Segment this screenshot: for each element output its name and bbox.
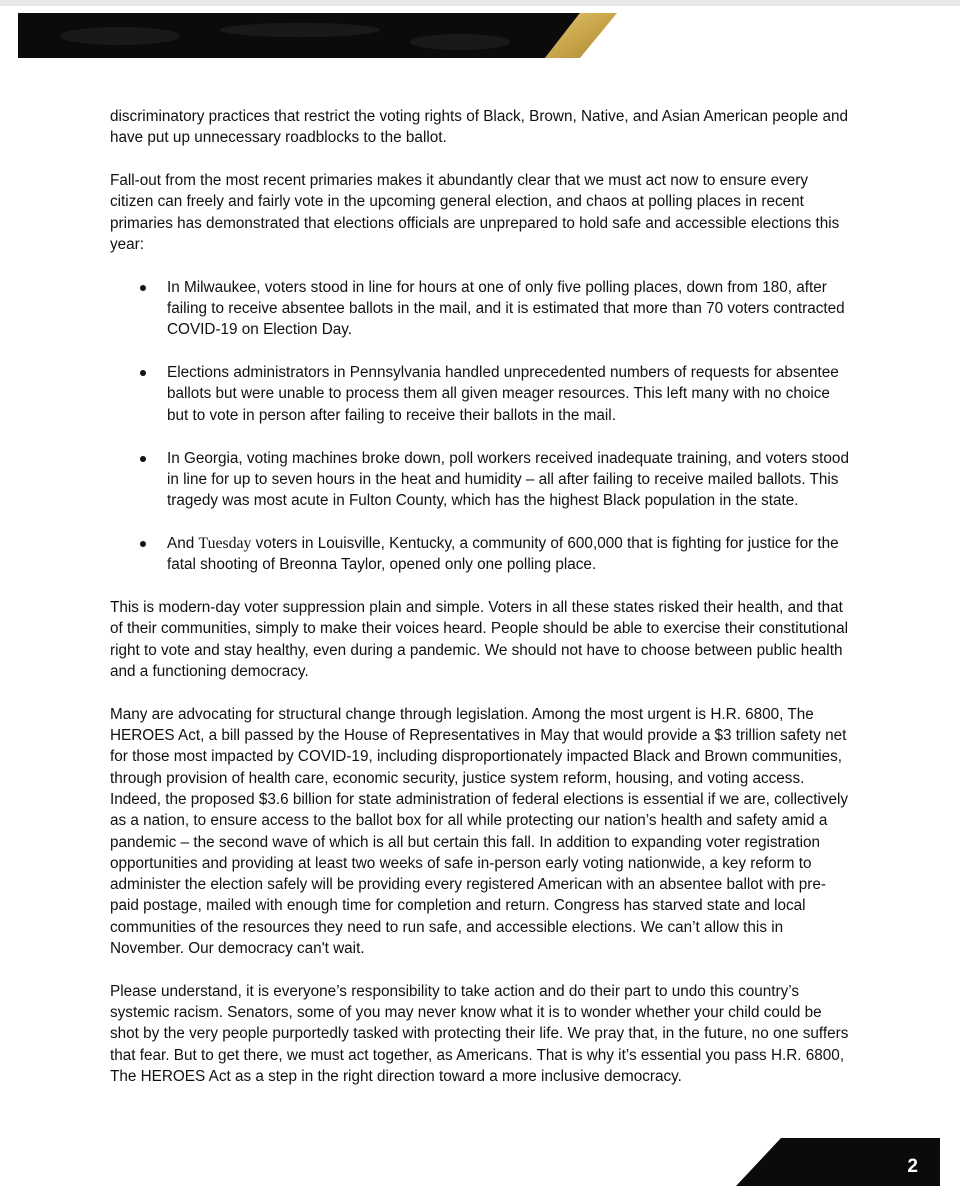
header-decorative-band bbox=[0, 0, 960, 70]
bullet-icon bbox=[140, 285, 146, 291]
list-item-pennsylvania bbox=[110, 362, 852, 426]
list-item-georgia bbox=[110, 448, 852, 512]
list-item-milwaukee bbox=[110, 277, 852, 341]
paragraph-heroes-act: Many are advocating for structural change through legislation. Among the most urgent is H.R. 6800, The HEROES Act, a bill passed by the House of Representatives in May that would provide a $3 trillion safety net for those most impacted by COVID-19, including disproportionately impacted Black and Brown communities, through provision of health care, economic security, justice system reform, housing, and voting access. Indeed, the proposed $3.6 billion for state administration of federal elections is essential if we are, collectively as a nation, to ensure access to the ballot box for all while protecting our nation’s health and safety amid a pandemic – the second wave of which is all but certain this fall. In addition to expanding voter registration opportunities and providing at least two weeks of safe in-person early voting nationwide, a key reform to administer the election safely will be providing every registered American with an absentee ballot with pre-paid postage, mailed with enough time for completion and return. Congress has starved state and local communities of the resources they need to run safe, and accessible elections. We can’t allow this in November. Our democracy can't wait. bbox=[110, 705, 849, 957]
bullet-icon bbox=[140, 541, 146, 547]
paragraph-closing: Please understand, it is everyone’s responsibility to take action and do their part to undo this country’s systemic racism. Senators, some of you may never know what it is to wonder whether your child could be shot by the very people purportedly tasked with protecting their life. We pray that, in the future, no one suffers that fear. But to get there, we must act together, as Americans. That is why it’s essential you pass H.R. 6800, The HEROES Act as a step in the right direction toward a more inclusive democracy. bbox=[110, 982, 849, 1085]
bullet-icon bbox=[140, 370, 146, 376]
list-item-text-start: And bbox=[167, 534, 199, 552]
page-number: 2 bbox=[907, 1156, 918, 1177]
list-item-louisville bbox=[110, 533, 852, 576]
list-item-text: In Georgia, voting machines broke down, poll workers received inadequate training, and voters stood in line for up to seven hours in the heat and humidity – all after failing to receive mailed ballots. This tragedy was most acute in Fulton County, which has the highest Black population in the state. bbox=[167, 449, 849, 510]
examples-list bbox=[110, 277, 852, 576]
bullet-icon bbox=[140, 456, 146, 462]
list-item-text-day: Tuesday bbox=[198, 534, 252, 552]
paragraph-intro: discriminatory practices that restrict the voting rights of Black, Brown, Native, and Asian American people and have put up unnecessary roadblocks to the ballot. bbox=[110, 108, 848, 147]
list-item-text: Elections administrators in Pennsylvania handled unprecedented numbers of requests for absentee ballots but were unable to process them all given meager resources. This left many with no choice but to vote in person after failing to receive their ballots in the mail. bbox=[167, 364, 839, 424]
paragraph-primaries: Fall-out from the most recent primaries makes it abundantly clear that we must act now to ensure every citizen can freely and fairly vote in the upcoming general election, and chaos at polling places in recent primaries has demonstrated that elections officials are unprepared to hold safe and accessible elections this year: bbox=[110, 172, 840, 253]
paragraph-voter-suppression: This is modern-day voter suppression plain and simple. Voters in all these states risked their health, and that of their communities, simply to make their voices heard. People should be able to exercise their constitutional right to vote and stay healthy, even during a pandemic. We should not have to choose between public health and a functioning democracy. bbox=[110, 599, 849, 680]
list-item-text: In Milwaukee, voters stood in line for hours at one of only five polling places, down from 180, after failing to receive absentee ballots in the mail, and it is estimated that more than 70 voters contracted COVID-19 on Election Day. bbox=[167, 278, 845, 339]
list-item-text-end: voters in Louisville, Kentucky, a community of 600,000 that is fighting for justice for the fatal shooting of Breonna Taylor, opened only one polling place. bbox=[167, 534, 839, 574]
letter-body bbox=[110, 106, 852, 1109]
